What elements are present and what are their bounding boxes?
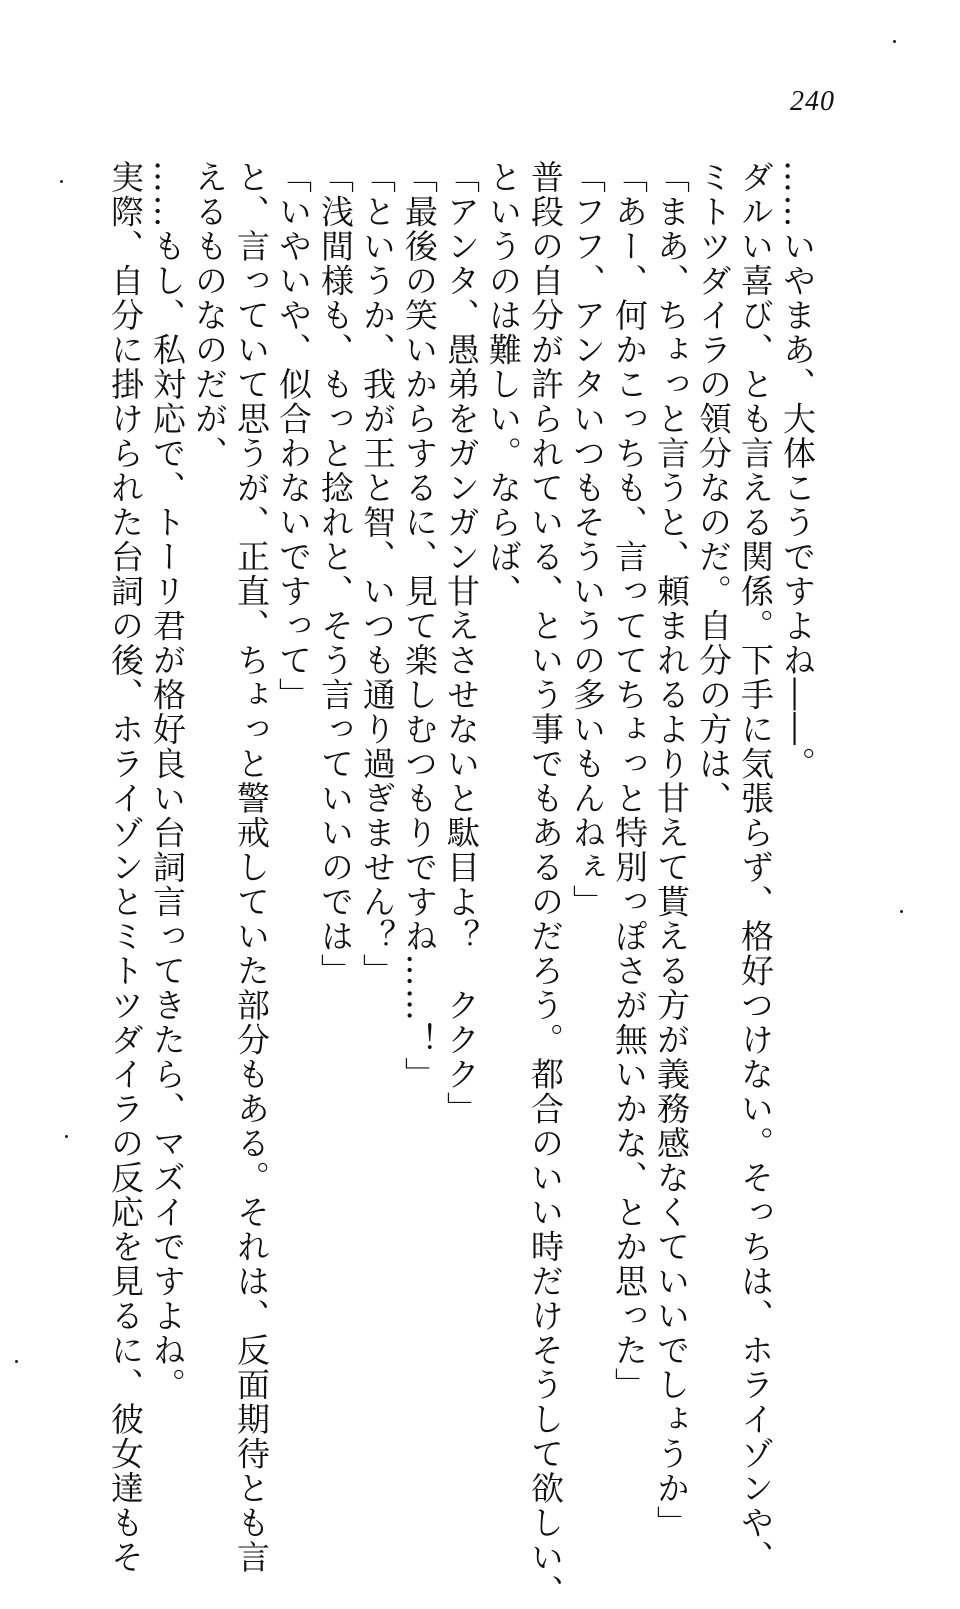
- text-line-9: 「アンタ、愚弟をガンガン甘えさせないと駄目よ？ ククク」: [442, 160, 481, 1126]
- scan-speck: [15, 1360, 18, 1363]
- text-line-15: えるものなのだが、: [190, 160, 229, 471]
- text-line-2: ダルい喜び、とも言える関係。下手に気張らず、格好つけない。そっちは、ホライゾンや、: [736, 160, 775, 1575]
- text-line-10: 「最後の笑いからするに、見て楽しむつもりですね……！」: [400, 160, 439, 1092]
- page-number: 240: [790, 86, 835, 117]
- text-line-17: 実際、自分に掛けられた台詞の後、ホライゾンとミトツダイラの反応を見るに、彼女達もそ: [106, 160, 145, 1575]
- text-line-6: 「フフ、アンタいつもそういうの多いもんねぇ」: [568, 160, 607, 919]
- text-line-5: 「あー、何かこっちも、言っててちょっと特別っぽさが無いかな、とか思った」: [610, 160, 649, 1402]
- text-line-14: と、言っていて思うが、正直、ちょっと警戒していた部分もある。それは、反面期待とも言: [232, 160, 271, 1575]
- scan-speck: [893, 40, 896, 43]
- scan-speck: [65, 1135, 68, 1138]
- text-line-16: ……もし、私対応で、トーリ君が格好良い台詞言ってきたら、マズイですよね。: [148, 160, 187, 1402]
- text-line-8: というのは難しい。ならば、: [484, 160, 523, 609]
- scan-speck: [60, 180, 63, 183]
- text-line-12: 「浅間様も、もっと捻れと、そう言っていいのでは」: [316, 160, 355, 988]
- text-line-7: 普段の自分が許られている、という事でもあるのだろう。都合のいい時だけそうして欲しい、: [526, 160, 565, 1609]
- text-line-3: ミトツダイラの領分なのだ。自分の方は、: [694, 160, 733, 816]
- text-line-4: 「まあ、ちょっと言うと、頼まれるより甘えて貰える方が義務感なくていいでしょうか」: [652, 160, 691, 1540]
- text-line-11: 「というか、我が王と智、いつも通り過ぎません？」: [358, 160, 397, 988]
- text-line-13: 「いやいや、似合わないですって」: [274, 160, 313, 712]
- text-line-1: ……いやまあ、大体こうですよね――。: [778, 160, 817, 781]
- vertical-text-body: [95, 160, 817, 1609]
- scan-speck: [900, 910, 903, 913]
